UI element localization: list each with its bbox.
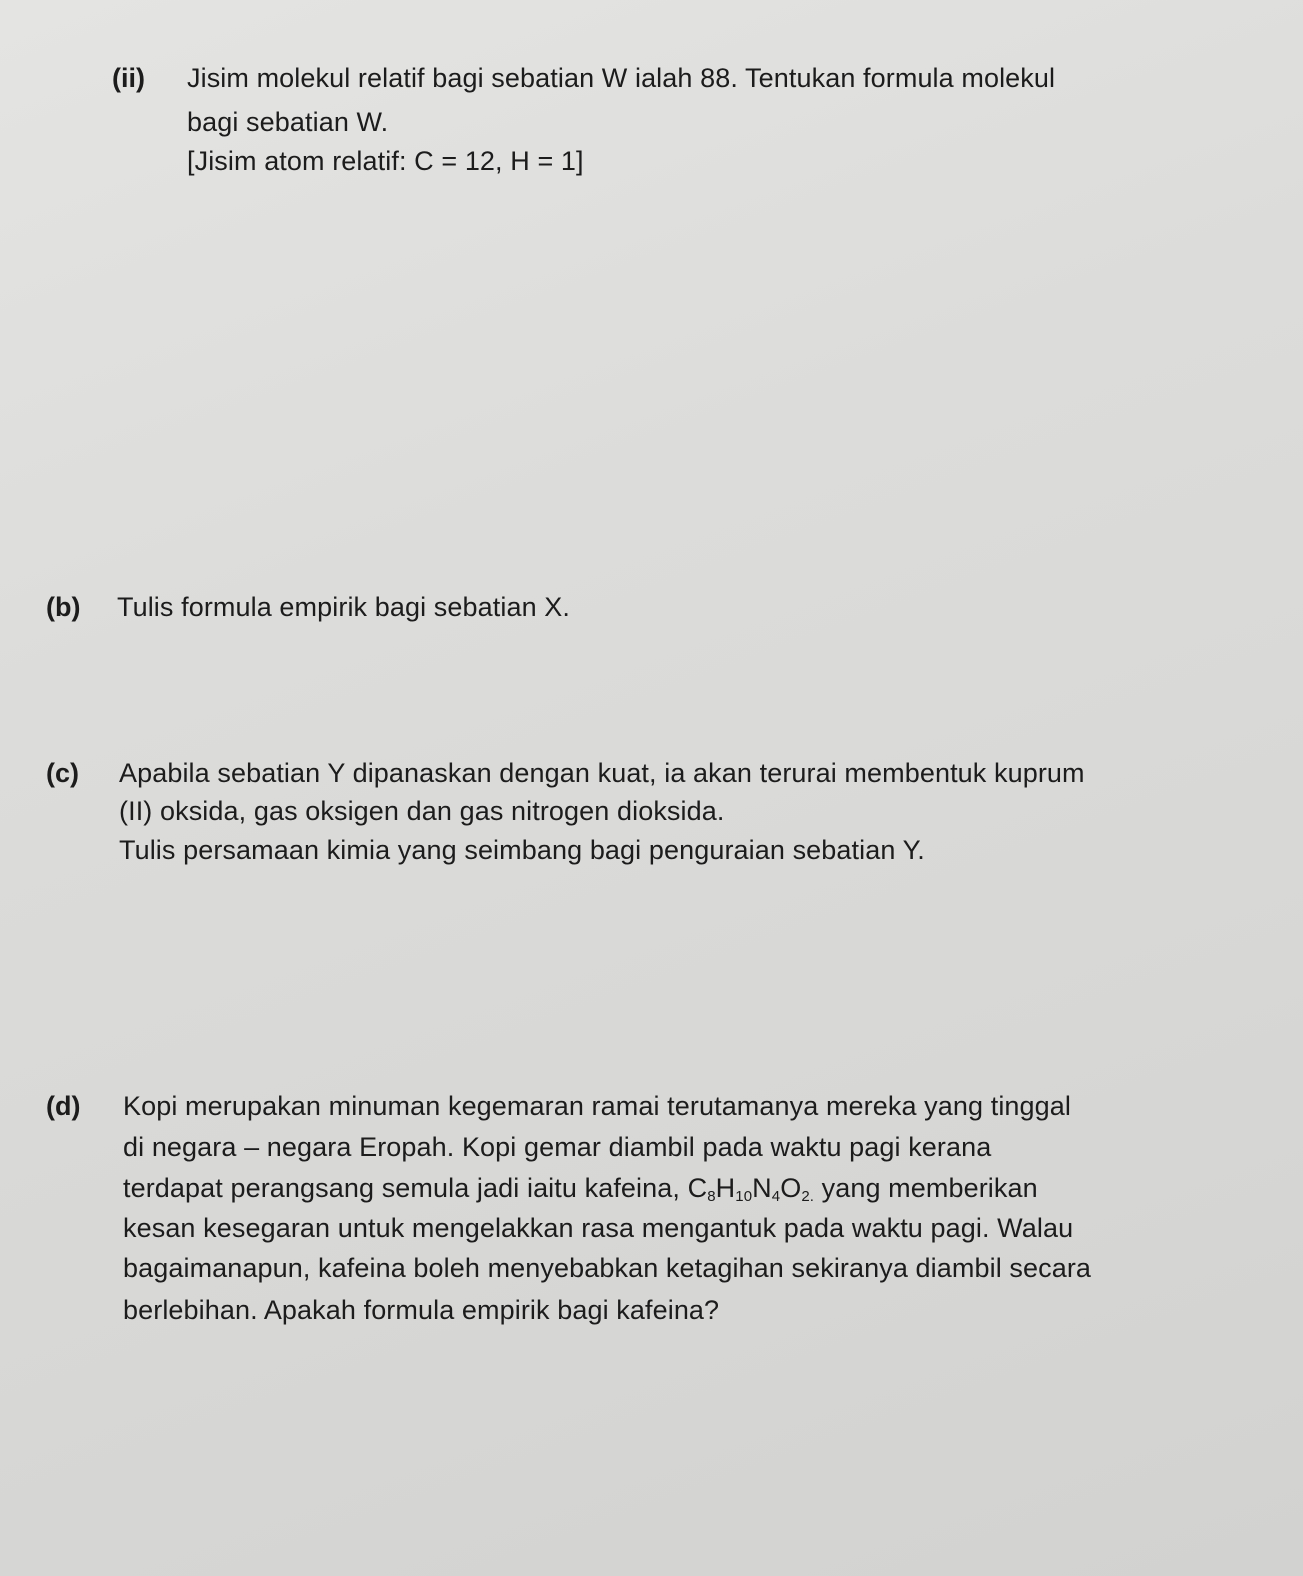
formula-c: C	[687, 1173, 708, 1203]
question-b-marker: (b)	[46, 592, 81, 622]
question-a-ii-marker: (ii)	[112, 63, 145, 93]
question-d-line-3-before: terdapat perangsang semula jadi iaitu kafeina,	[123, 1173, 688, 1203]
question-b-line-1: Tulis formula empirik bagi sebatian X.	[117, 592, 570, 622]
formula-h-sub: 10	[735, 1188, 753, 1205]
question-c-marker: (c)	[46, 758, 79, 788]
question-c-line-1: Apabila sebatian Y dipanaskan dengan kuat, ia akan terurai membentuk kuprum	[119, 758, 1085, 788]
formula-c-sub: 8	[707, 1188, 716, 1205]
question-d-line-1: Kopi merupakan minuman kegemaran ramai terutamanya mereka yang tinggal	[123, 1091, 1071, 1121]
formula-o-sub: 2.	[801, 1188, 815, 1205]
question-c-line-3: Tulis persamaan kimia yang seimbang bagi penguraian sebatian Y.	[119, 835, 925, 865]
question-a-ii-line-3: [Jisim atom relatif: C = 12, H = 1]	[187, 146, 584, 176]
question-d-line-5: bagaimanapun, kafeina boleh menyebabkan ketagihan sekiranya diambil secara	[123, 1253, 1092, 1283]
caffeine-formula	[688, 1173, 814, 1203]
question-d-line-2: di negara – negara Eropah. Kopi gemar diambil pada waktu pagi kerana	[123, 1132, 992, 1162]
formula-n: N	[752, 1173, 772, 1203]
question-d-line-3	[123, 1172, 1038, 1204]
formula-o: O	[780, 1173, 802, 1203]
question-a-ii-line-2: bagi sebatian W.	[187, 107, 389, 137]
question-d-line-4: kesan kesegaran untuk mengelakkan rasa mengantuk pada waktu pagi. Walau	[123, 1213, 1074, 1243]
question-d-line-3-after: yang memberikan	[814, 1173, 1038, 1203]
question-a-ii-line-1: Jisim molekul relatif bagi sebatian W ialah 88. Tentukan formula molekul	[187, 63, 1056, 93]
question-d-marker: (d)	[46, 1091, 81, 1121]
formula-n-sub: 4	[771, 1188, 781, 1205]
question-c-line-2: (II) oksida, gas oksigen dan gas nitrogen dioksida.	[119, 796, 725, 826]
formula-h: H	[715, 1173, 736, 1203]
question-d-line-6: berlebihan. Apakah formula empirik bagi kafeina?	[123, 1295, 720, 1325]
